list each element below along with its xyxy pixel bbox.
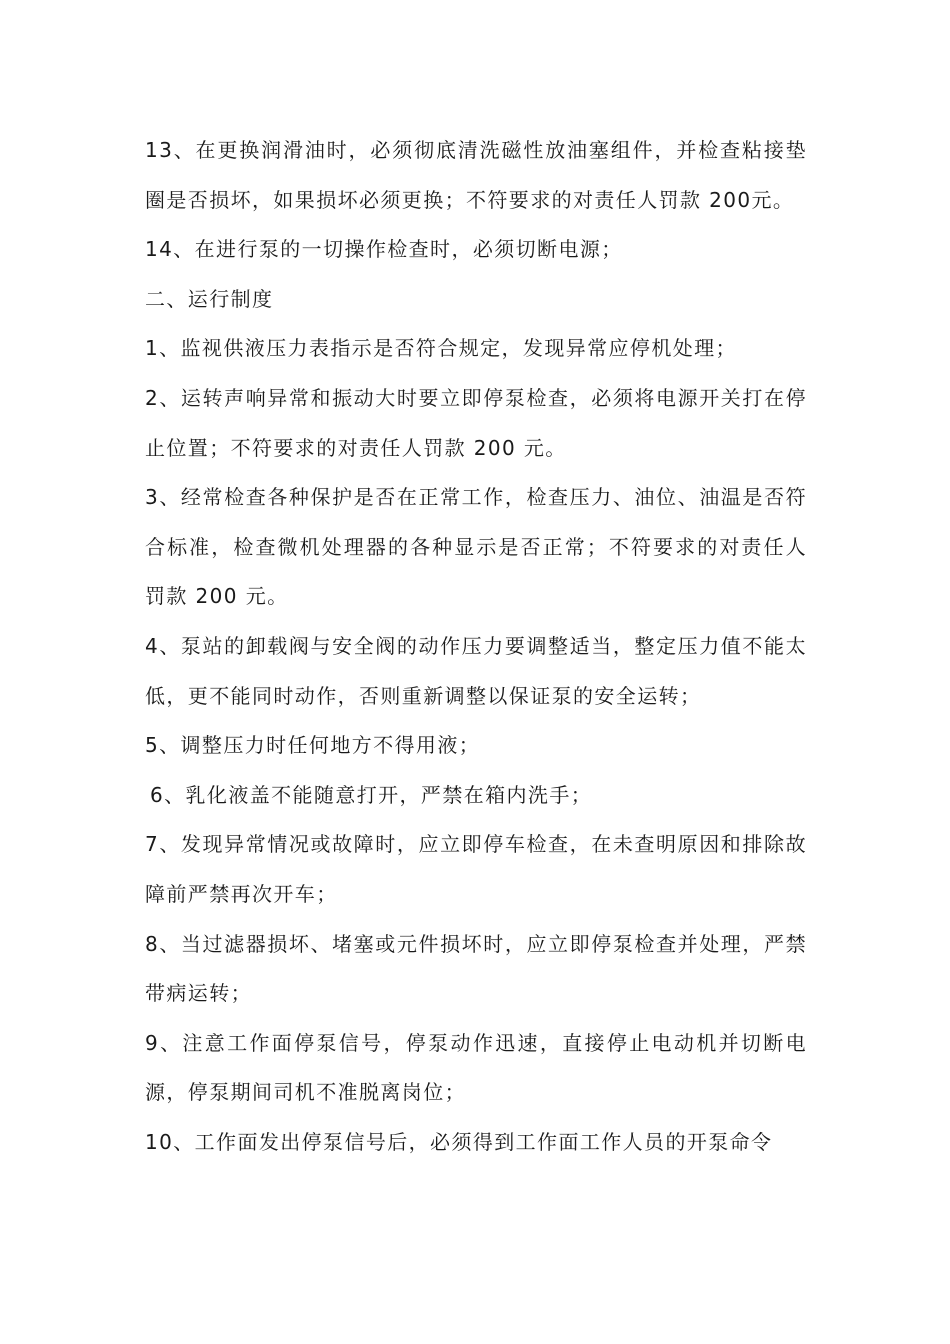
paragraph-item-9: 9、注意工作面停泵信号，停泵动作迅速，直接停止电动机并切断电源，停泵期间司机不准脱离岗位；	[145, 1030, 807, 1105]
paragraph-item-3: 3、经常检查各种保护是否在正常工作，检查压力、油位、油温是否符合标准，检查微机处理器的各种显示是否正常；不符要求的对责任人罚款 200 元。	[145, 485, 807, 609]
paragraph-item-1: 1、监视供液压力表指示是否符合规定，发现异常应停机处理；	[145, 336, 737, 361]
paragraph-item-6: 6、乳化液盖不能随意打开，严禁在箱内洗手；	[150, 782, 593, 807]
paragraph-item-5: 5、调整压力时任何地方不得用液；	[145, 733, 481, 758]
paragraph-item-7: 7、发现异常情况或故障时，应立即停车检查，在未查明原因和排除故障前严禁再次开车；	[145, 832, 807, 906]
paragraph-item-8: 8、当过滤器损坏、堵塞或元件损坏时，应立即停泵检查并处理，严禁带病运转；	[145, 931, 807, 1006]
paragraph-item-4: 4、泵站的卸载阀与安全阀的动作压力要调整适当，整定压力值不能太低，更不能同时动作，否则重新调整以保证泵的安全运转；	[145, 633, 807, 708]
paragraph-item-14: 14、在进行泵的一切操作检查时，必须切断电源；	[145, 237, 623, 262]
document-body	[145, 126, 807, 1167]
paragraph-item-10: 10、工作面发出停泵信号后，必须得到工作面工作人员的开泵命令	[145, 1129, 773, 1154]
section-heading-operation-rules: 二、运行制度	[145, 286, 274, 311]
paragraph-item-13: 13、在更换润滑油时，必须彻底清洗磁性放油塞组件，并检查粘接垫圈是否损坏，如果损坏必须更换；不符要求的对责任人罚款 200元。	[145, 138, 807, 212]
paragraph-item-2: 2、运转声响异常和振动大时要立即停泵检查，必须将电源开关打在停止位置；不符要求的对责任人罚款 200 元。	[145, 385, 807, 460]
